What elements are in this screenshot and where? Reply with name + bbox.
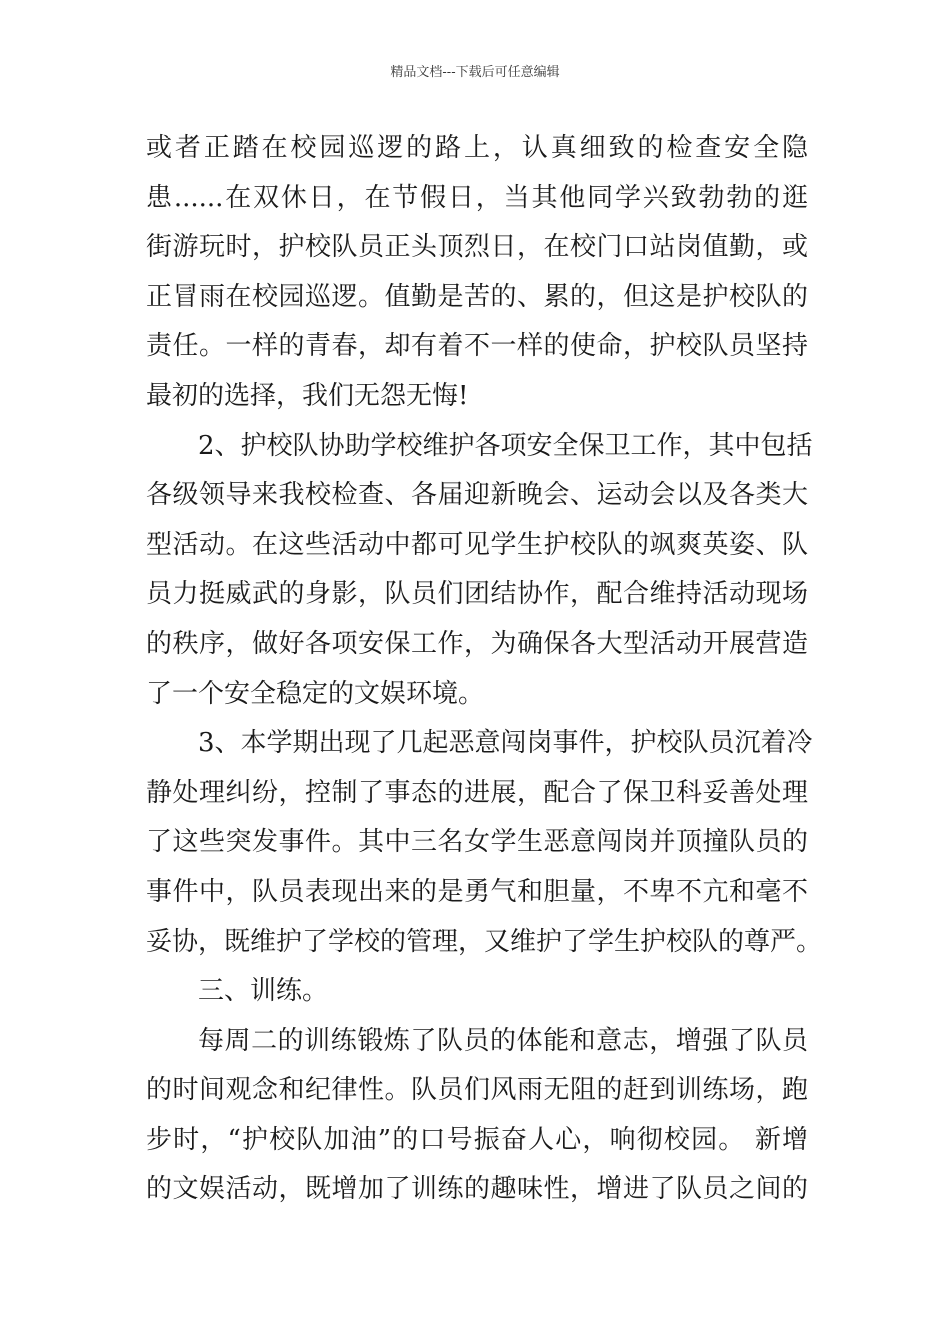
text-line: 的时间观念和纪律性。队员们风雨无阻的赶到训练场，跑 xyxy=(146,1075,808,1106)
text-line: 各级领导来我校检查、各届迎新晚会、运动会以及各类大 xyxy=(146,480,808,511)
text-line: 或者正踏在校园巡逻的路上，认真细致的检查安全隐 xyxy=(146,133,808,163)
page-header: 精品文档---下载后可任意编辑 xyxy=(390,65,560,80)
text-line: 了一个安全稳定的文娱环境。 xyxy=(146,678,485,709)
text-line: 2、护校队协助学校维护各项安全保卫工作，其中包括 xyxy=(198,430,813,461)
text-line: 型活动。在这些活动中都可见学生护校队的飒爽英姿、队 xyxy=(146,529,808,560)
text-line: 了这些突发事件。其中三名女学生恶意闯岗并顶撞队员的 xyxy=(146,827,808,858)
text-line: 正冒雨在校园巡逻。值勤是苦的、累的，但这是护校队的 xyxy=(146,281,808,312)
body-text xyxy=(146,124,823,1215)
text-line: 3、本学期出现了几起恶意闯岗事件，护校队员沉着冷 xyxy=(198,728,813,759)
text-line: 步时，“护校队加油”的口号振奋人心，响彻校园。 新增 xyxy=(146,1124,808,1155)
text-line: 患......在双休日，在节假日，当其他同学兴致勃勃的逛 xyxy=(146,182,808,213)
text-line: 妥协，既维护了学校的管理，又维护了学生护校队的尊严。 xyxy=(146,926,823,957)
text-line: 事件中，队员表现出来的是勇气和胆量，不卑不亢和毫不 xyxy=(146,876,808,907)
text-line: 静处理纠纷，控制了事态的进展，配合了保卫科妥善处理 xyxy=(146,777,808,808)
text-line: 员力挺威武的身影，队员们团结协作，配合维持活动现场 xyxy=(146,579,808,610)
text-line: 最初的选择，我们无怨无悔! xyxy=(146,380,469,411)
text-line: 责任。一样的青春，却有着不一样的使命，护校队员坚持 xyxy=(146,331,808,362)
text-line: 街游玩时，护校队员正头顶烈日，在校门口站岗值勤，或 xyxy=(146,232,808,263)
text-line: 每周二的训练锻炼了队员的体能和意志，增强了队员 xyxy=(198,1025,808,1056)
section-heading: 三、训练。 xyxy=(198,976,329,1007)
text-line: 的秩序，做好各项安保工作，为确保各大型活动开展营造 xyxy=(146,628,808,659)
text-line: 的文娱活动，既增加了训练的趣味性，增进了队员之间的 xyxy=(146,1174,808,1205)
